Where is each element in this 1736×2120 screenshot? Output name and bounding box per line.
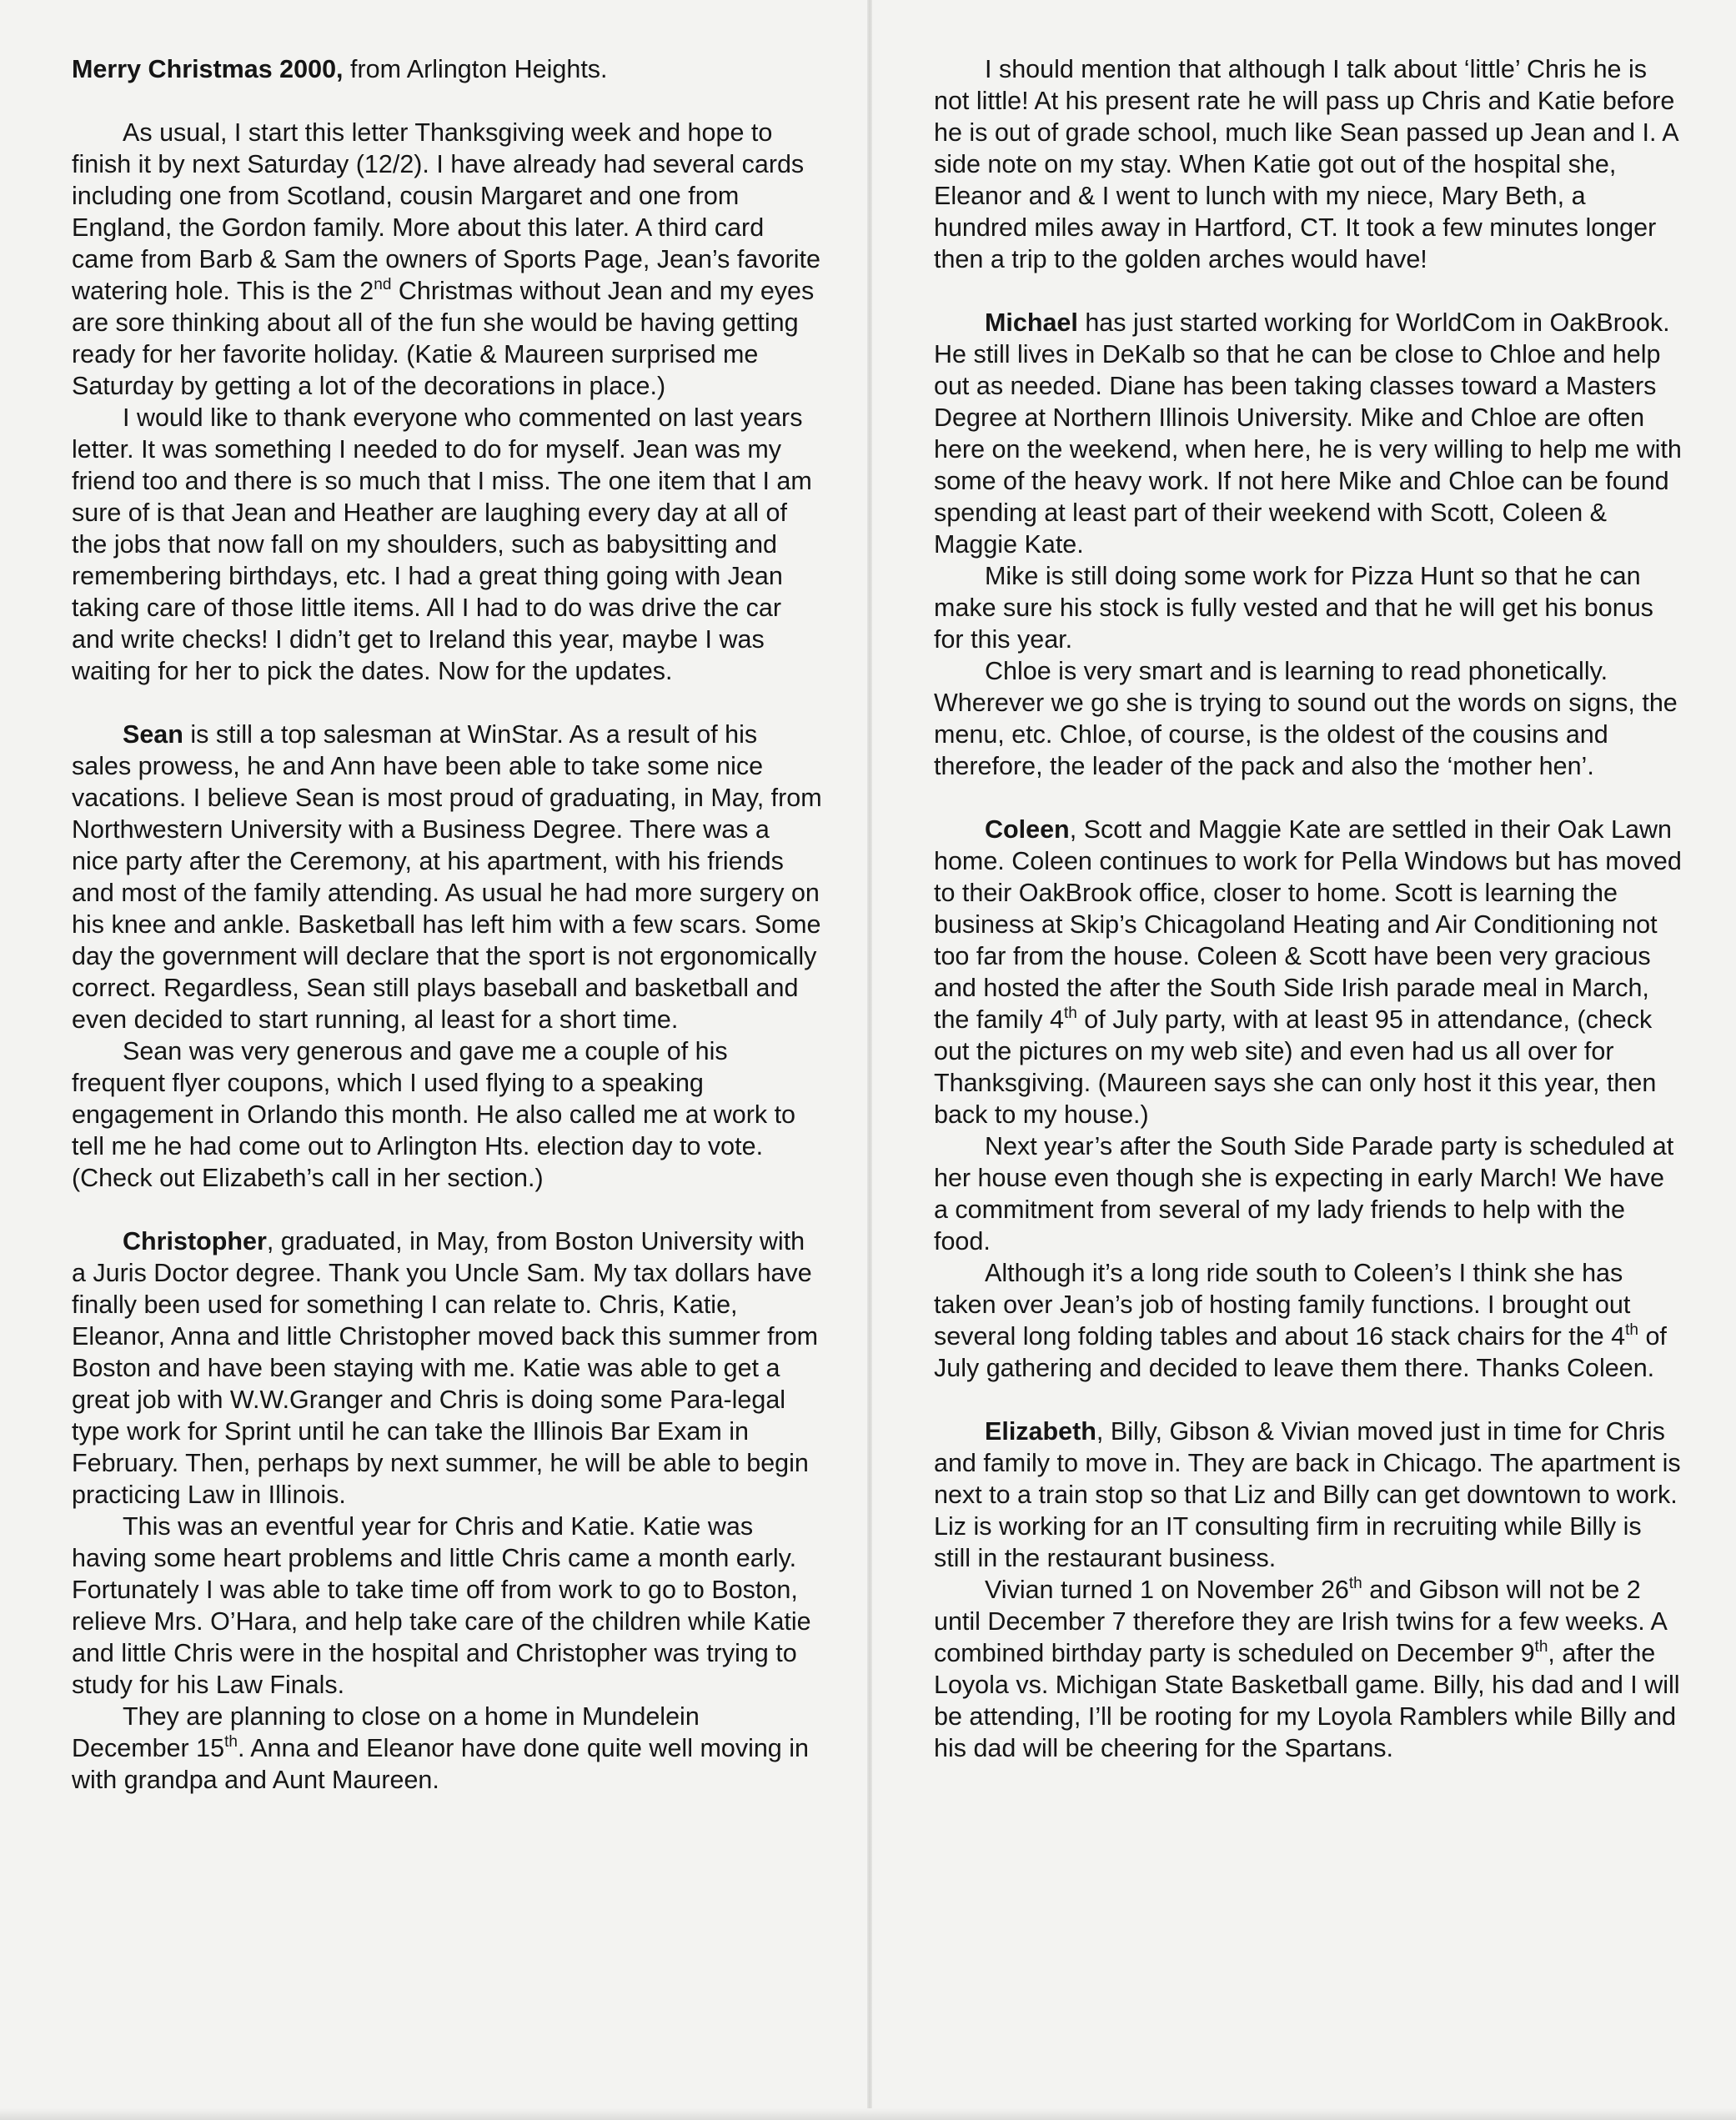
elizabeth-paragraph-1 [934,1416,1684,1574]
superscript: nd [374,276,392,293]
text: Although it’s a long ride south to Coleen’s I think she has taken over Jean’s job of hosting family functions. I brought out several long folding tables and about 16 stack chairs for the 4 [934,1259,1631,1351]
text: Christmas without Jean and my eyes are sore thinking about all of the fun she would be having getting ready for her favorite holiday. (Katie & Maureen surprised me Saturday by getting a lot of the decorations in place.) [72,277,815,400]
michael-paragraph-3: Chloe is very smart and is learning to read phonetically. Wherever we go she is trying to sound out the words on signs, the menu, etc. Chloe, of course, is the oldest of the cousins and therefore, the leader of the pack and also the ‘mother hen’. [934,657,1678,780]
coleen-paragraph-2: Next year’s after the South Side Parade party is scheduled at her house even though she is expecting in early March! We have a commitment from several of my lady friends to help with the food. [934,1132,1674,1255]
text: , after the Loyola vs. Michigan State Basketball game. Billy, his dad and I will be attending, I’ll be rooting for my Loyola Ramblers while Billy and his dad will be cheering for the Spartans. [934,1639,1680,1762]
michael-paragraph-1 [934,307,1684,560]
superscript: th [1063,1005,1077,1022]
text: . Anna and Eleanor have done quite well moving in with grandpa and Aunt Maureen. [72,1734,809,1794]
superscript: th [1625,1321,1638,1339]
coleen-paragraph-3 [934,1257,1684,1384]
superscript: th [1348,1575,1362,1592]
text: has just started working for WorldCom in OakBrook. He still lives in DeKalb so that he can be close to Chloe and help out as needed. Diane has been taking classes toward a Masters Degree at Northern Illinois University. Mike and Chloe are often here on the weekend, when here, he is very willing to help me with some of the heavy work. If not here Mike and Chloe can be found spending at least part of their weekend with Scott, Coleen & Maggie Kate. [934,308,1682,559]
michael-paragraph-2: Mike is still doing some work for Pizza Hunt so that he can make sure his stock is fully vested and that he will get his bonus for this year. [934,562,1653,654]
text: , graduated, in May, from Boston University with a Juris Doctor degree. Thank you Uncle Sam. My tax dollars have finally been used for something I can relate to. Chris, Katie, Eleanor, Anna and little Christopher moved back this summer from Boston and have been staying with me. Katie was able to get a great job with W.W.Granger and Chris is doing some Para-legal type work for Sprint until he can take the Illinois Bar Exam in February. Then, perhaps by next summer, he will be able to begin practicing Law in Illinois. [72,1227,819,1509]
elizabeth-heading: Elizabeth [985,1417,1096,1446]
text: and Gibson will not be 2 until December 7 therefore they are Irish twins for a few weeks. A combined birthday party is scheduled on December 9 [934,1576,1667,1667]
christopher-paragraph-3 [72,1701,822,1796]
text: As usual, I start this letter Thanksgiving week and hope to finish it by next Saturday (12/2). I have already had several cards including one from Scotland, cousin Margaret and one from England, the Gordon family. More about this later. A third card came from Barb & Sam the owners of Sports Page, Jean’s favorite watering hole. This is the 2 [72,118,820,305]
text: , Billy, Gibson & Vivian moved just in time for Chris and family to move in. They are back in Chicago. The apartment is next to a train stop so that Liz and Billy can get downtown to work. Liz is working for an IT consulting firm in recruiting while Billy is still in the restaurant business. [934,1417,1681,1572]
little-chris-paragraph: I should mention that although I talk about ‘little’ Chris he is not little! At his present rate he will pass up Chris and Katie before he is out of grade school, much like Sean passed up Jean and I. A side note on my stay. When Katie got out of the hospital she, Eleanor and & I went to lunch with my niece, Mary Beth, a hundred miles away in Hartford, CT. It took a few minutes longer then a trip to the golden arches would have! [934,55,1678,273]
text: of July gathering and decided to leave them there. Thanks Coleen. [934,1322,1667,1382]
coleen-paragraph-1 [934,814,1684,1130]
coleen-heading: Coleen [985,815,1070,844]
elizabeth-paragraph-2 [934,1574,1684,1764]
sean-heading: Sean [123,720,183,749]
sean-paragraph-2: Sean was very generous and gave me a couple of his frequent flyer coupons, which I used flying to a speaking engagement in Orlando this month. He also called me at work to tell me he had come out to Arlington Hts. election day to vote. (Check out Elizabeth’s call in her section.) [72,1037,796,1192]
text: Vivian turned 1 on November 26 [985,1576,1349,1604]
christopher-paragraph-2: This was an eventful year for Chris and Katie. Katie was having some heart problems and little Chris came a month early. Fortunately I was able to take time off from work to go to Boston, relieve Mrs. O’Hara, and help take care of the children while Katie and little Chris were in the hospital and Christopher was trying to study for his Law Finals. [72,1512,811,1699]
christopher-heading: Christopher [123,1227,267,1255]
intro-paragraph-1 [72,117,822,402]
page-fold [867,0,872,2120]
michael-heading: Michael [985,308,1078,337]
superscript: th [224,1733,238,1751]
sean-paragraph-1 [72,719,822,1035]
greeting [72,53,822,85]
greeting-location: from Arlington Heights. [343,55,608,83]
left-column [72,53,822,1796]
christopher-paragraph-1 [72,1225,822,1511]
right-column [934,53,1684,1764]
paper-edge [0,2108,1736,2120]
text: of July party, with at least 95 in attendance, (check out the pictures on my web site) and even had us all over for Thanksgiving. (Maureen says she can only host it this year, then back to my house.) [934,1005,1657,1129]
text: They are planning to close on a home in Mundelein December 15 [72,1702,700,1762]
text: is still a top salesman at WinStar. As a result of his sales prowess, he and Ann have been able to take some nice vacations. I believe Sean is most proud of graduating, in May, from Northwestern University with a Business Degree. There was a nice party after the Ceremony, at his apartment, with his friends and most of the family attending. As usual he had more surgery on his knee and ankle. Basketball has left him with a few scars. Some day the government will declare that the sport is not ergonomically correct. Regardless, Sean still plays baseball and basketball and even decided to start running, al least for a short time. [72,720,822,1034]
superscript: th [1534,1638,1548,1656]
greeting-title: Merry Christmas 2000, [72,55,344,83]
text: , Scott and Maggie Kate are settled in their Oak Lawn home. Coleen continues to work for Pella Windows but has moved to their OakBrook office, closer to home. Scott is learning the business at Skip’s Chicagoland Heating and Air Conditioning not too far from the house. Coleen & Scott have been very gracious and hosted the after the South Side Irish parade meal in March, the family 4 [934,815,1682,1034]
intro-paragraph-2: I would like to thank everyone who commented on last years letter. It was something I needed to do for myself. Jean was my friend too and there is so much that I miss. The one item that I am sure of is that Jean and Heather are laughing every day at all of the jobs that now fall on my shoulders, such as babysitting and remembering birthdays, etc. I had a great thing going with Jean taking care of those little items. All I had to do was drive the car and write checks! I didn’t get to Ireland this year, maybe I was waiting for her to pick the dates. Now for the updates. [72,403,812,685]
